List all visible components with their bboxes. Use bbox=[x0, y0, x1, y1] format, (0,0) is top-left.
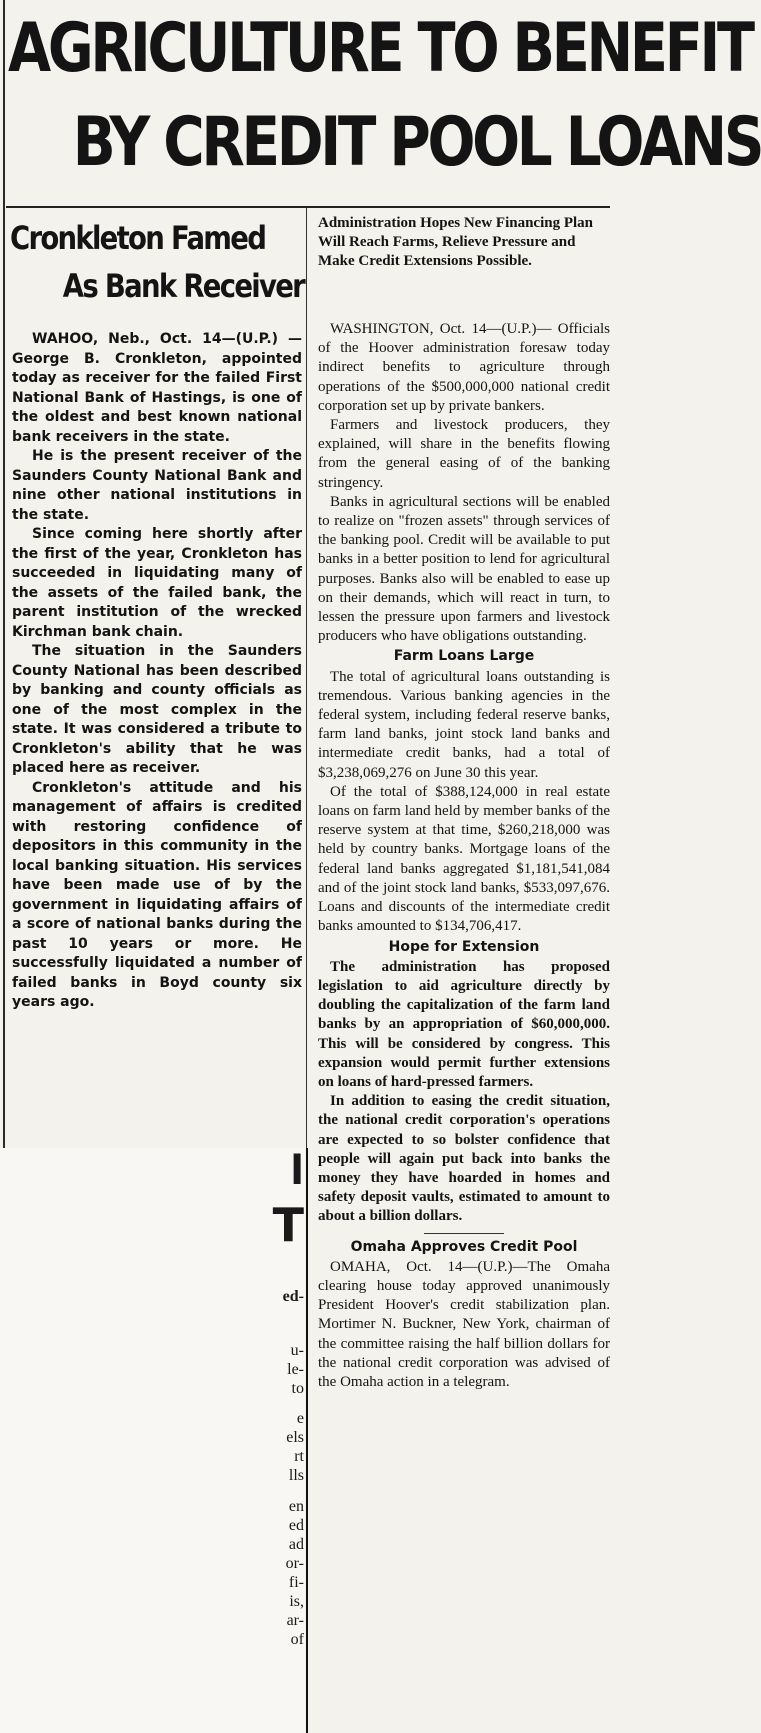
fragment-text: lls bbox=[288, 1467, 304, 1484]
fragment-text: is, bbox=[289, 1593, 304, 1610]
fragment-text: fi- bbox=[288, 1574, 304, 1591]
left-story-heading bbox=[10, 214, 304, 310]
fragment-text: u- bbox=[290, 1342, 304, 1359]
adjacent-column-fragment bbox=[270, 1148, 306, 1733]
subhead-farm-loans: Farm Loans Large bbox=[393, 648, 535, 665]
fragment-text: of bbox=[290, 1631, 304, 1648]
fragment-text: e bbox=[296, 1410, 304, 1427]
deck-text: Administration Hopes New Financing Plan Will Reach Farms, Relieve Pressure and Make Credit Extensions Possible. bbox=[318, 215, 594, 269]
left-paragraph-4: The situation in the Saunders County National has been described by banking and county officials as one of the most complex in the state. It was considered a tribute to Cronkleton's ability that he was placed here as receiver. bbox=[12, 643, 302, 776]
fragment-text: els bbox=[286, 1429, 304, 1446]
fragment-text: ar- bbox=[286, 1612, 304, 1629]
section-dash bbox=[424, 1233, 504, 1234]
left-heading-line-2: As Bank Receiver bbox=[62, 267, 305, 305]
right-paragraph-4: The total of agricultural loans outstanding is tremendous. Various banking agencies in the federal system, including federal reserve banks, farm land banks, joint stock land banks and intermediate credit banks, had a total of $3,238,069,276 on June 30 this year. bbox=[318, 668, 610, 781]
right-paragraph-3: Banks in agricultural sections will be enabled to realize on "frozen assets" through services of the banking pool. Credit will be available to put banks in a better position to lend for agricultural purposes. Banks also will be enabled to ease up on their demands, which will react in turn, to lessen the pressure upon farmers and livestock producers who have obligations outstanding. bbox=[318, 493, 610, 645]
right-paragraph-8: OMAHA, Oct. 14—(U.P.)—The Omaha clearing house today approved unanimously President Hoover's credit stabilization plan. Mortimer N. Buckner, New York, chairman of the committee raising the half billion dollars for the national credit corporation was advised of the Omaha action in a telegram. bbox=[318, 1258, 610, 1390]
fragment-text: le- bbox=[287, 1361, 304, 1378]
left-story-body bbox=[12, 330, 302, 1013]
right-paragraph-2: Farmers and livestock producers, they explained, will share in the benefits flowing from the general easing of of the banking stringency. bbox=[318, 417, 610, 491]
fragment-text: to bbox=[291, 1380, 304, 1397]
left-heading-line-1: Cronkleton Famed bbox=[10, 219, 266, 257]
page-edge-rule bbox=[3, 0, 5, 1148]
blank-region bbox=[0, 1148, 305, 1733]
left-paragraph-3: Since coming here shortly after the first of the year, Cronkleton has succeeded in liquidating many of the assets of the failed bank, the parent institution of the wrecked Kirchman bank chain. bbox=[12, 526, 302, 640]
headline-divider bbox=[6, 206, 610, 208]
fragment-text: rt bbox=[294, 1448, 304, 1465]
main-headline bbox=[8, 2, 761, 190]
right-story-body bbox=[318, 320, 610, 1392]
headline-line-1: AGRICULTURE TO BENEFIT bbox=[8, 9, 752, 88]
fragment-text: ed bbox=[288, 1517, 304, 1534]
lower-column-rule bbox=[306, 1148, 308, 1733]
subhead-hope-extension: Hope for Extension bbox=[388, 938, 540, 955]
headline-line-2: BY CREDIT POOL LOANS bbox=[72, 103, 761, 182]
right-story-deck bbox=[318, 214, 610, 271]
fragment-text: l bbox=[290, 1148, 304, 1194]
fragment-text: ad bbox=[288, 1536, 304, 1553]
right-paragraph-1: WASHINGTON, Oct. 14—(U.P.)— Officials of the Hoover administration foresaw today indirect benefits to agriculture through operations of the $500,000,000 national credit corporation set up by private bankers. bbox=[318, 321, 610, 414]
left-paragraph-2: He is the present receiver of the Saunders County National Bank and nine other national institutions in the state. bbox=[12, 448, 302, 523]
fragment-text: or- bbox=[285, 1555, 304, 1572]
right-paragraph-7: In addition to easing the credit situation, the national credit corporation's operations are expected to so bolster confidence that people will again put back into banks the money they have hoarded in homes and safety deposit vaults, estimated to amount to about a billion dollars. bbox=[318, 1093, 610, 1225]
subhead-omaha: Omaha Approves Credit Pool bbox=[350, 1238, 578, 1255]
fragment-text: ed- bbox=[282, 1288, 304, 1305]
fragment-text: T bbox=[272, 1198, 304, 1252]
left-paragraph-5: Cronkleton's attitude and his management of affairs is credited with restoring confidence of depositors in this community in the local banking situation. His services have been made use of by the government in liquidating affairs of a score of national banks during the past 10 years or more. He successfully liquidated a number of failed banks in Boyd county six years ago. bbox=[12, 779, 302, 1010]
right-paragraph-5: Of the total of $388,124,000 in real estate loans on farm land held by member banks of the reserve system at that time, $260,218,000 was held by country banks. Mortgage loans of the federal land banks aggregated $1,181,541,084 and of the joint stock land banks, $533,097,676. Loans and discounts of the intermediate credit banks amounted to $134,706,417. bbox=[318, 783, 610, 935]
left-paragraph-1: WAHOO, Neb., Oct. 14—(U.P.) —George B. Cronkleton, appointed today as receiver for the failed First National Bank of Hastings, is one of the oldest and best known national bank receivers in the state. bbox=[12, 331, 302, 445]
right-paragraph-6: The administration has proposed legislation to aid agriculture directly by doubling the capitalization of the farm land banks by an appropriation of $60,000,000. This will be considered by congress. This expansion would permit further extensions on loans of hard-pressed farmers. bbox=[318, 958, 610, 1090]
fragment-text: en bbox=[288, 1498, 304, 1515]
